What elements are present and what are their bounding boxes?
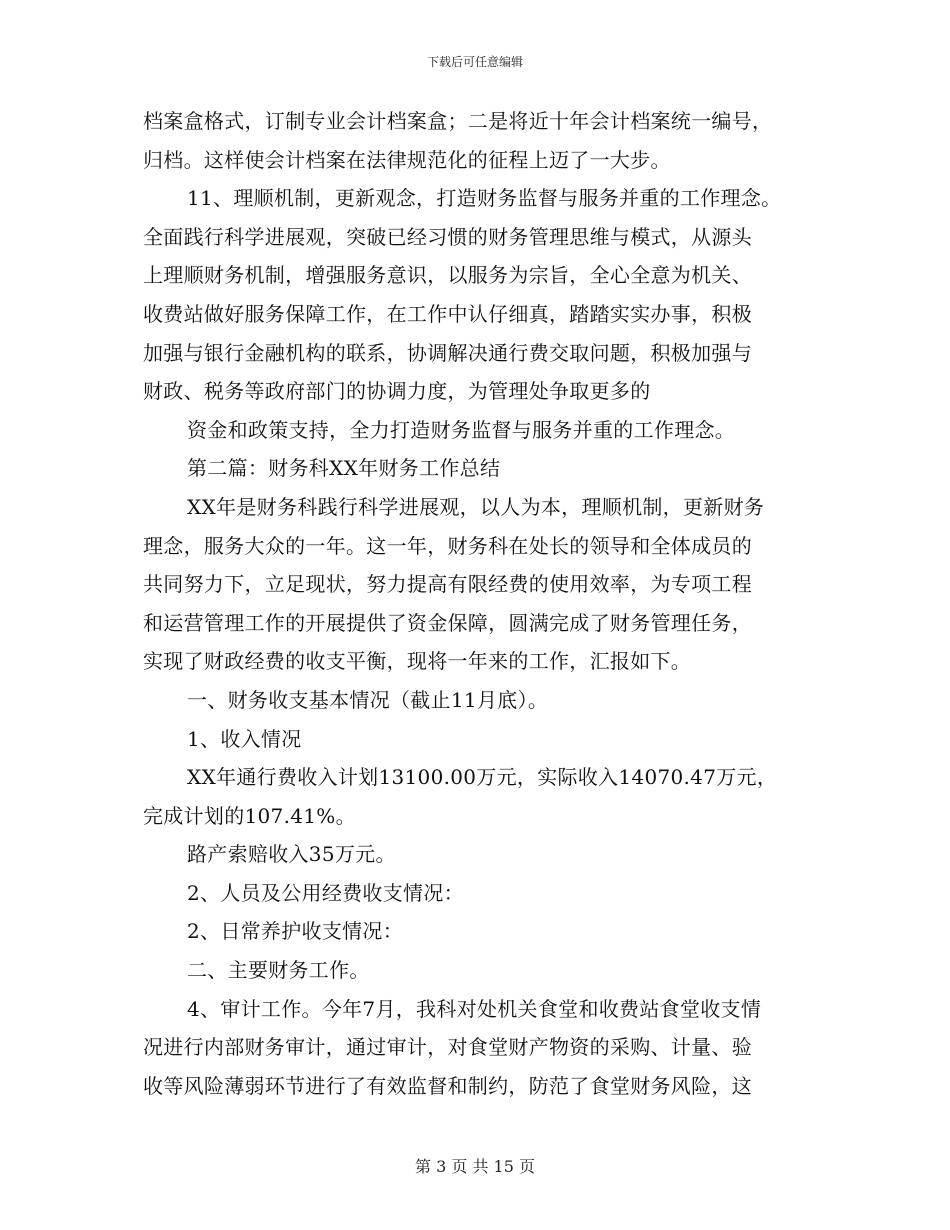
text-line: 收费站做好服务保障工作，在工作中认仔细真，踏踏实实办事，积极	[143, 301, 752, 326]
text-line: 上理顺财务机制，增强服务意识，以服务为宗旨，全心全意为机关、	[143, 263, 752, 288]
text-line: 二、主要财务工作。	[187, 958, 370, 983]
text-line: 实现了财政经费的收支平衡，现将一年来的工作，汇报如下。	[143, 649, 692, 674]
text-line: 收等风险薄弱环节进行了有效监督和制约，防范了食堂财务风险，这	[143, 1073, 752, 1098]
text-line: XX年是财务科践行科学进展观，以人为本，理顺机制，更新财务	[187, 494, 765, 519]
text-line: 资金和政策支持，全力打造财务监督与服务并重的工作理念。	[187, 417, 736, 442]
text-line: 路产索赔收入35万元。	[187, 842, 396, 867]
text-line: 共同努力下，立足现状，努力提高有限经费的使用效率，为专项工程	[143, 572, 752, 597]
text-line: 加强与银行金融机构的联系，协调解决通行费交取问题，积极加强与	[143, 340, 752, 365]
text-line: 档案盒格式，订制专业会计档案盒；二是将近十年会计档案统一编号，	[143, 109, 773, 133]
text-line: 理念，服务大众的一年。这一年，财务科在处长的领导和全体成员的	[143, 533, 752, 558]
text-line: 况进行内部财务审计，通过审计，对食堂财产物资的采购、计量、验	[143, 1035, 752, 1060]
text-line: 完成计划的107.41%。	[143, 803, 356, 828]
text-line: 1、收入情况	[187, 726, 302, 751]
text-line: 一、财务收支基本情况（截止11月底）。	[187, 687, 549, 712]
document-body	[143, 102, 823, 1105]
text-line: XX年通行费收入计划13100.00万元，实际收入14070.47万元，	[187, 765, 778, 790]
text-line: 2、人员及公用经费收支情况：	[187, 880, 464, 905]
page-number: 第 3 页 共 15 页	[415, 1157, 535, 1176]
text-line: 和运营管理工作的开展提供了资金保障，圆满完成了财务管理任务，	[143, 610, 752, 635]
text-line: 财政、税务等政府部门的协调力度，为管理处争取更多的	[143, 379, 651, 404]
text-line: 归档。这样使会计档案在法律规范化的征程上迈了一大步。	[143, 147, 671, 172]
page-header-note: 下载后可任意编辑	[426, 55, 523, 69]
text-line: 11、理顺机制，更新观念，打造财务监督与服务并重的工作理念。	[187, 186, 782, 211]
text-line: 4、审计工作。今年7月，我科对处机关食堂和收费站食堂收支情	[187, 996, 762, 1021]
text-line: 2、日常养护收支情况：	[187, 919, 404, 944]
text-line: 全面践行科学进展观，突破已经习惯的财务管理思维与模式，从源头	[143, 224, 752, 249]
section-heading: 第二篇：财务科XX年财务工作总结	[187, 456, 501, 481]
